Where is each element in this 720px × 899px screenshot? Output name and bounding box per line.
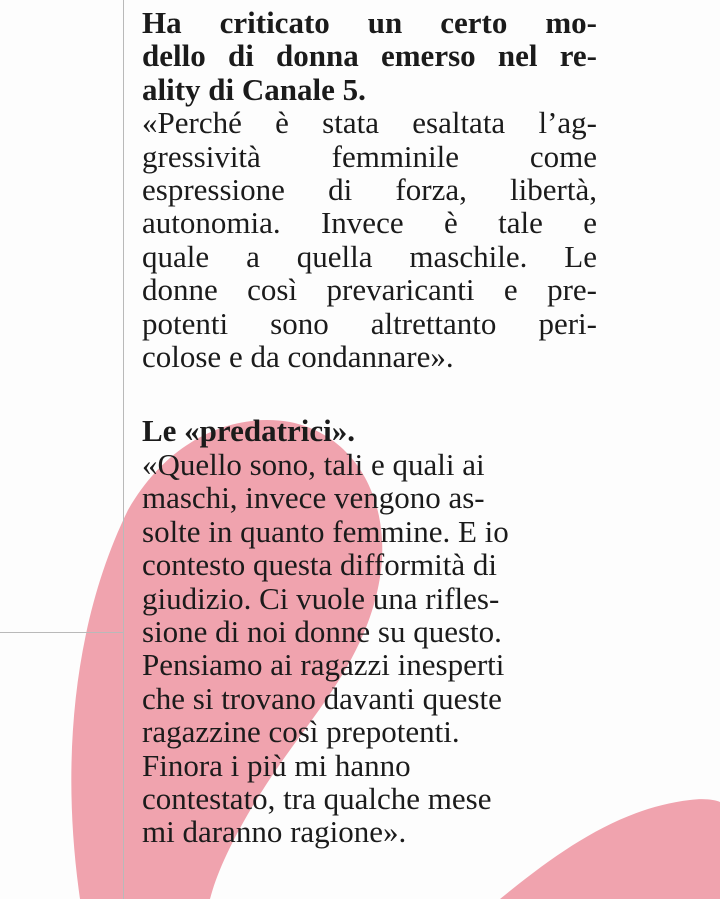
answer-2-line: maschi, invece vengono as- [142,480,485,516]
answer-1-line: potenti sono altrettanto peri- [142,305,597,341]
answer-2-line: contesto questa difformità di [142,547,497,583]
answer-1-line: «Perché è stata esaltata l’ag- [142,105,597,141]
answer-2-line: Finora i più mi hanno [142,747,411,783]
question-1-line: Ha criticato un certo mo- [142,5,597,40]
question-1 [142,6,597,106]
interview-article [142,6,597,849]
answer-2-line: Pensiamo ai ragazzi inesperti [142,647,505,683]
answer-2-line: sione di noi donne su questo. [142,613,502,649]
answer-2-line: contestato, tra qualche mese [142,780,492,816]
answer-2 [142,448,562,849]
answer-1-line: espressione di forza, libertà, [142,172,597,208]
answer-1-line: donne così prevaricanti e pre- [142,272,597,308]
answer-2-line: ragazzine così prepotenti. [142,714,460,750]
column-divider [123,0,124,899]
answer-2-line: giudizio. Ci vuole una rifles- [142,580,500,616]
side-divider [0,632,123,633]
question-1-line: dello di donna emerso nel re- [142,38,597,74]
answer-2-line: mi daranno ragione». [142,814,407,850]
answer-2-line: solte in quanto femmine. E io [142,513,509,549]
answer-1-line: autonomia. Invece è tale e [142,205,597,241]
answer-1 [142,106,597,373]
answer-1-line: colose e da condannare». [142,339,454,375]
answer-2-line: che si trovano davanti queste [142,680,502,716]
question-1-line: ality di Canale 5. [142,71,366,107]
answer-2-line: «Quello sono, tali e quali ai [142,446,485,482]
paragraph-gap [142,373,597,414]
answer-1-line: gressività femminile come [142,138,597,174]
question-2: Le «predatrici». [142,413,355,449]
answer-1-line: quale a quella maschile. Le [142,238,597,274]
